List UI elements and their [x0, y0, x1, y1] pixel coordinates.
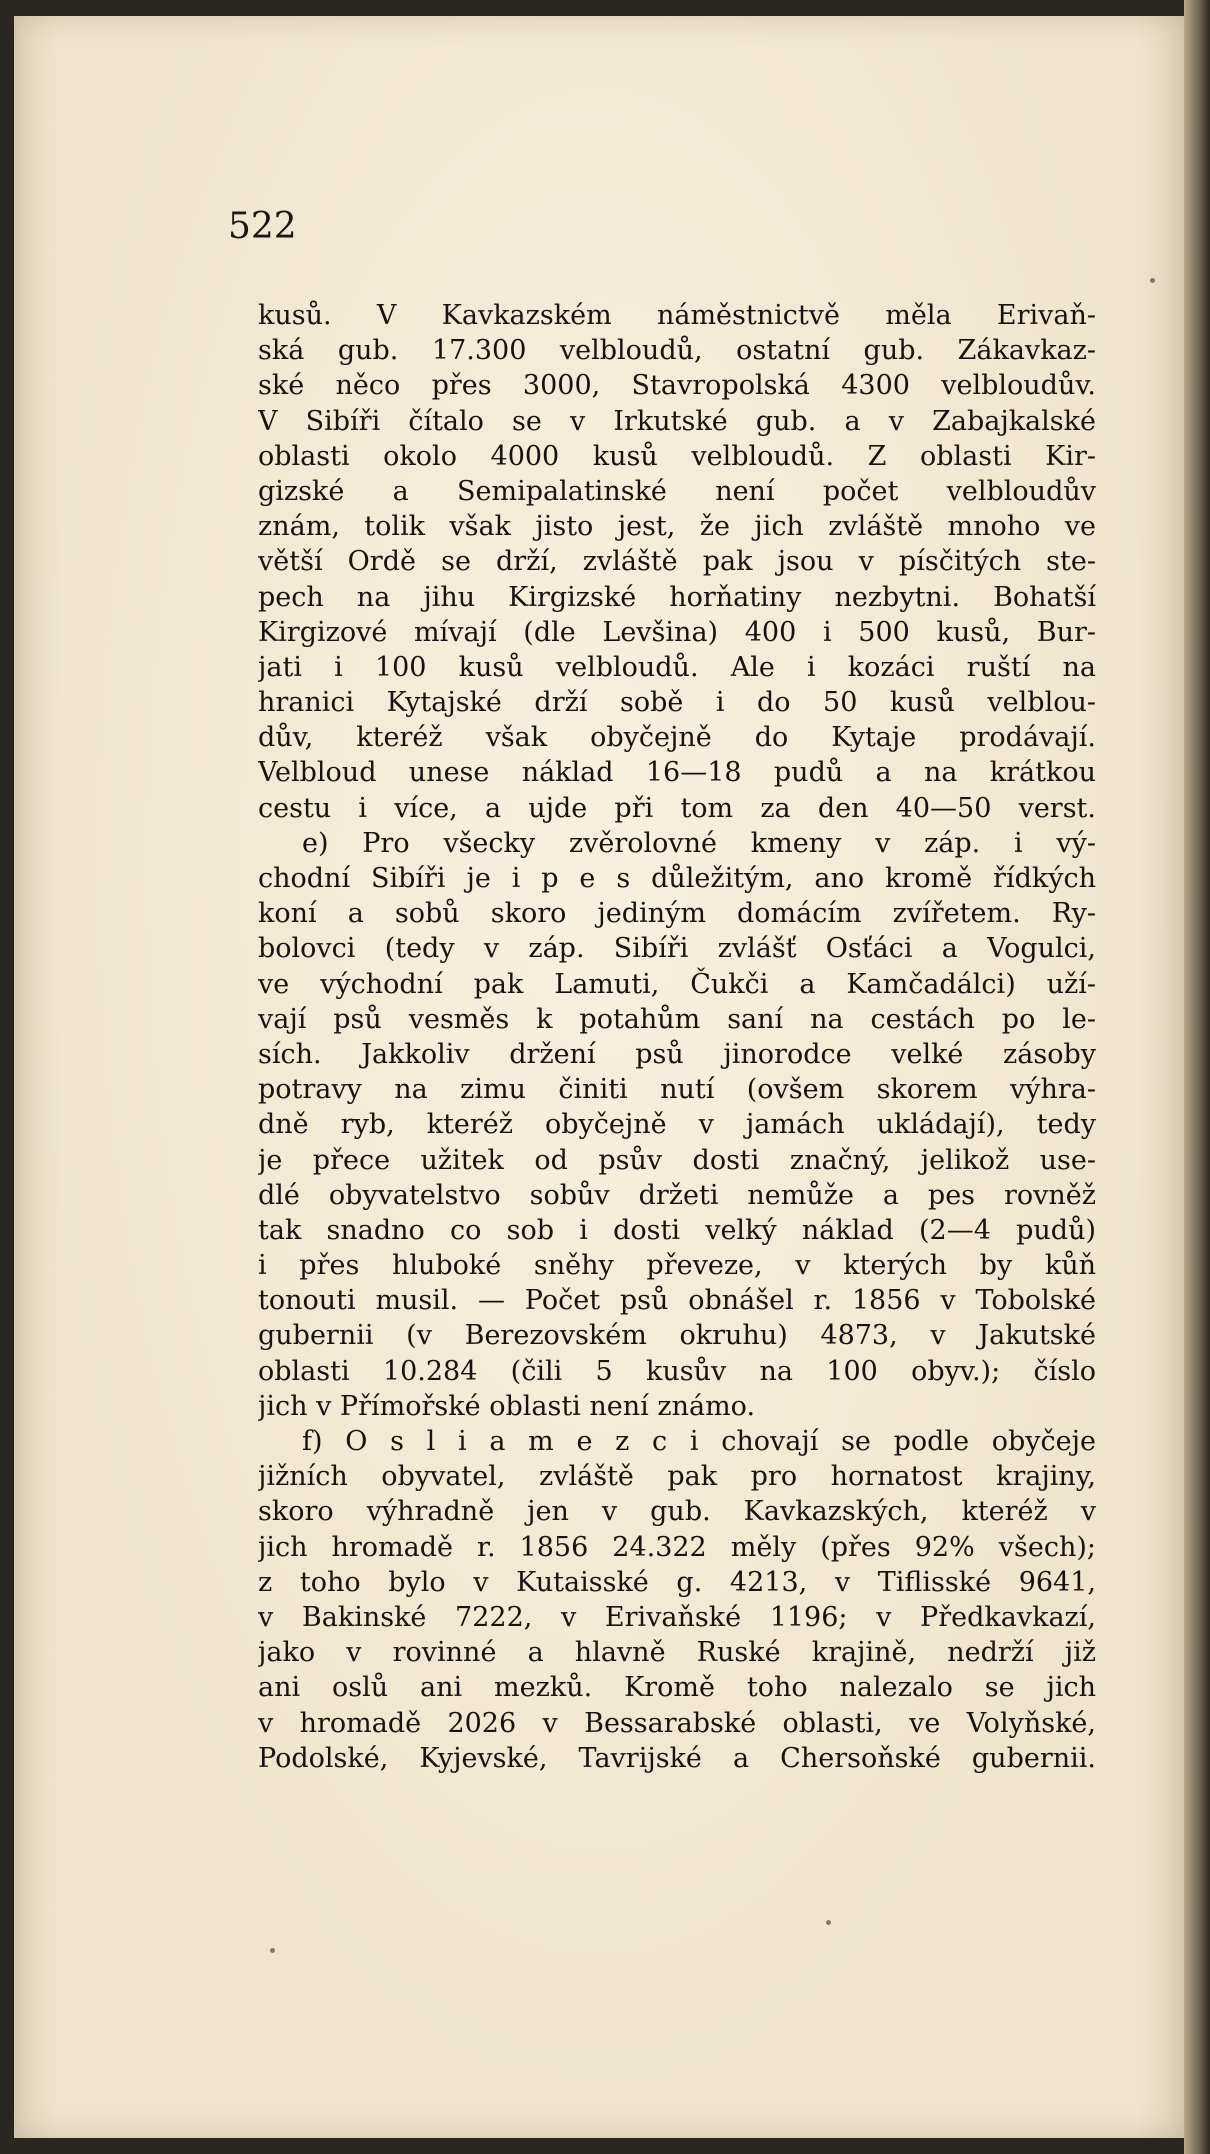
text-line: kusů. V Kavkazském náměstnictvě měla Erivaň-: [258, 300, 1096, 331]
text-line: vají psů vesměs k potahům saní na cestách po le-: [258, 1003, 1096, 1035]
text-line: gizské a Semipalatinské není počet velbloudův: [258, 475, 1096, 507]
text-line: hranici Kytajské drží sobě i do 50 kusů velblou-: [258, 687, 1096, 719]
text-line: V Sibíři čítalo se v Irkutské gub. a v Zabajkalské: [258, 405, 1096, 437]
text-line: jich hromadě r. 1856 24.322 měly (přes 92% všech);: [258, 1531, 1096, 1563]
text-line: jako v rovinné a hlavně Ruské krajině, nedrží již: [258, 1637, 1096, 1669]
paper-fleck: [826, 1920, 831, 1925]
text-line: koní a sobů skoro jediným domácím zvířetem. Ry-: [258, 898, 1096, 930]
text-line: Velbloud unese náklad 16—18 pudů a na krátkou: [258, 757, 1096, 789]
page-edge-shadow: [1184, 0, 1210, 2154]
text-line: oblasti 10.284 (čili 5 kusův na 100 obyv.); číslo: [258, 1355, 1096, 1387]
text-line: dně ryb, kteréž obyčejně v jamách ukládají), tedy: [258, 1109, 1096, 1141]
text-line: cestu i více, a ujde při tom za den 40—50 verst.: [258, 792, 1096, 824]
paper-fleck: [270, 1948, 275, 1953]
text-line: f) O s l i a m e z c i chovají se podle obyčeje: [302, 1426, 1096, 1457]
text-line: v Bakinské 7222, v Erivaňské 1196; v Předkavkazí,: [258, 1601, 1096, 1633]
text-line: sích. Jakkoliv držení psů jinorodce velké zásoby: [258, 1038, 1096, 1070]
text-line: v hromadě 2026 v Bessarabské oblasti, ve Volyňské,: [258, 1707, 1096, 1739]
text-line: ani oslů ani mezků. Kromě toho nalezalo se jich: [258, 1672, 1096, 1704]
text-line: Kirgizové mívají (dle Levšina) 400 i 500 kusů, Bur-: [258, 616, 1096, 648]
text-line: chodní Sibíři je i p e s důležitým, ano kromě řídkých: [258, 863, 1096, 894]
text-line: dův, kteréž však obyčejně do Kytaje prodávají.: [258, 722, 1096, 754]
body-text: [258, 298, 1096, 1776]
text-line: větší Ordě se drží, zvláště pak jsou v písčitých ste-: [258, 546, 1096, 578]
text-line: tonouti musil. — Počet psů obnášel r. 1856 v Tobolské: [258, 1285, 1096, 1317]
text-line: gubernii (v Berezovském okruhu) 4873, v Jakutské: [258, 1320, 1096, 1352]
text-line: tak snadno co sob i dosti velký náklad (2—4 pudů): [258, 1214, 1096, 1246]
text-line: bolovci (tedy v záp. Sibíři zvlášť Osťáci a Vogulci,: [258, 933, 1096, 965]
text-line: pech na jihu Kirgizské horňatiny nezbytni. Bohatší: [258, 581, 1096, 613]
text-line: ská gub. 17.300 velbloudů, ostatní gub. Zákavkaz-: [258, 335, 1096, 367]
text-line: skoro výhradně jen v gub. Kavkazských, kteréž v: [258, 1496, 1096, 1528]
text-line: oblasti okolo 4000 kusů velbloudů. Z oblasti Kir-: [258, 440, 1096, 472]
text-line: potravy na zimu činiti nutí (ovšem skorem výhra-: [258, 1074, 1096, 1106]
text-line: jižních obyvatel, zvláště pak pro hornatost krajiny,: [258, 1461, 1096, 1493]
paper-fleck: [1150, 278, 1155, 283]
page-number: 522: [228, 206, 297, 247]
text-line: dlé obyvatelstvo sobův držeti nemůže a pes rovněž: [258, 1179, 1096, 1211]
text-line: ské něco přes 3000, Stavropolská 4300 velbloudův.: [258, 370, 1096, 402]
text-line: jich v Přímořské oblasti není známo.: [258, 1390, 756, 1422]
text-line: znám, tolik však jisto jest, že jich zvláště mnoho ve: [258, 511, 1096, 543]
text-line: e) Pro všecky zvěrolovné kmeny v záp. i vý-: [302, 827, 1096, 859]
text-line: z toho bylo v Kutaisské g. 4213, v Tiflisské 9641,: [258, 1566, 1096, 1598]
text-line: je přece užitek od psův dosti značný, jelikož use-: [258, 1144, 1096, 1176]
text-line: Podolské, Kyjevské, Tavrijské a Chersoňské gubernii.: [258, 1742, 1096, 1774]
text-line: jati i 100 kusů velbloudů. Ale i kozáci ruští na: [258, 651, 1096, 683]
text-line: i přes hluboké sněhy převeze, v kterých by kůň: [258, 1250, 1096, 1282]
text-line: ve východní pak Lamuti, Čukči a Kamčadálci) uží-: [258, 968, 1096, 1000]
